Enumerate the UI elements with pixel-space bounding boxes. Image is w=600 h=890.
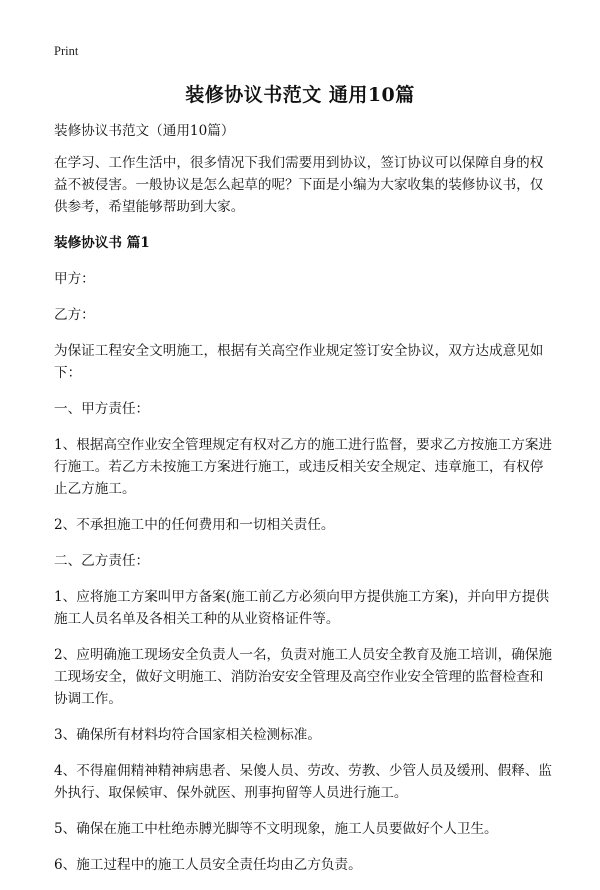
purpose-paragraph: 为保证工程安全文明施工，根据有关高空作业规定签订安全协议，双方达成意见如下： <box>54 343 544 381</box>
document-body <box>54 120 554 890</box>
party-b-duty-item: 3、确保所有材料均符合国家相关检测标准。 <box>54 727 321 743</box>
document-title: 装修协议书范文 通用10篇 <box>185 84 415 106</box>
party-a-duties-heading: 一、甲方责任： <box>54 401 150 417</box>
party-b-duty-item: 4、不得雇佣精神精神病患者、呆傻人员、劳改、劳教、少管人员及缓刑、假释、监外执行、取保候审、保外就医、刑事拘留等人员进行施工。 <box>54 763 553 801</box>
print-link[interactable]: Print <box>54 44 79 58</box>
party-b-duty-item: 2、应明确施工现场安全负责人一名，负责对施工人员安全教育及施工培训，确保施工现场安全，做好文明施工、消防治安安全管理及高空作业安全管理的监督检查和协调工作。 <box>54 647 553 707</box>
party-b-duty-item: 5、确保在施工中杜绝赤膊光脚等不文明现象，施工人员要做好个人卫生。 <box>54 821 498 837</box>
document-subtitle: 装修协议书范文（通用10篇） <box>54 123 235 139</box>
section-heading: 装修协议书 篇1 <box>54 235 150 251</box>
party-a-duty-item: 2、不承担施工中的任何费用和一切相关责任。 <box>54 517 335 533</box>
party-b-duty-item: 6、施工过程中的施工人员安全责任均由乙方负责。 <box>54 857 362 873</box>
party-b-line: 乙方： <box>54 307 95 323</box>
party-a-line: 甲方： <box>54 271 95 287</box>
intro-paragraph: 在学习、工作生活中，很多情况下我们需要用到协议，签订协议可以保障自身的权益不被侵害。一般协议是怎么起草的呢？下面是小编为大家收集的装修协议书，仅供参考，希望能够帮助到大家。 <box>54 155 544 215</box>
party-b-duty-item: 1、应将施工方案叫甲方备案(施工前乙方必须向甲方提供施工方案)，并向甲方提供施工人员名单及各相关工种的从业资格证件等。 <box>54 589 550 627</box>
party-a-duty-item: 1、根据高空作业安全管理规定有权对乙方的施工进行监督，要求乙方按施工方案进行施工。若乙方未按施工方案进行施工，或违反相关安全规定、违章施工，有权停止乙方施工。 <box>54 437 553 497</box>
party-b-duties-heading: 二、乙方责任： <box>54 553 150 569</box>
